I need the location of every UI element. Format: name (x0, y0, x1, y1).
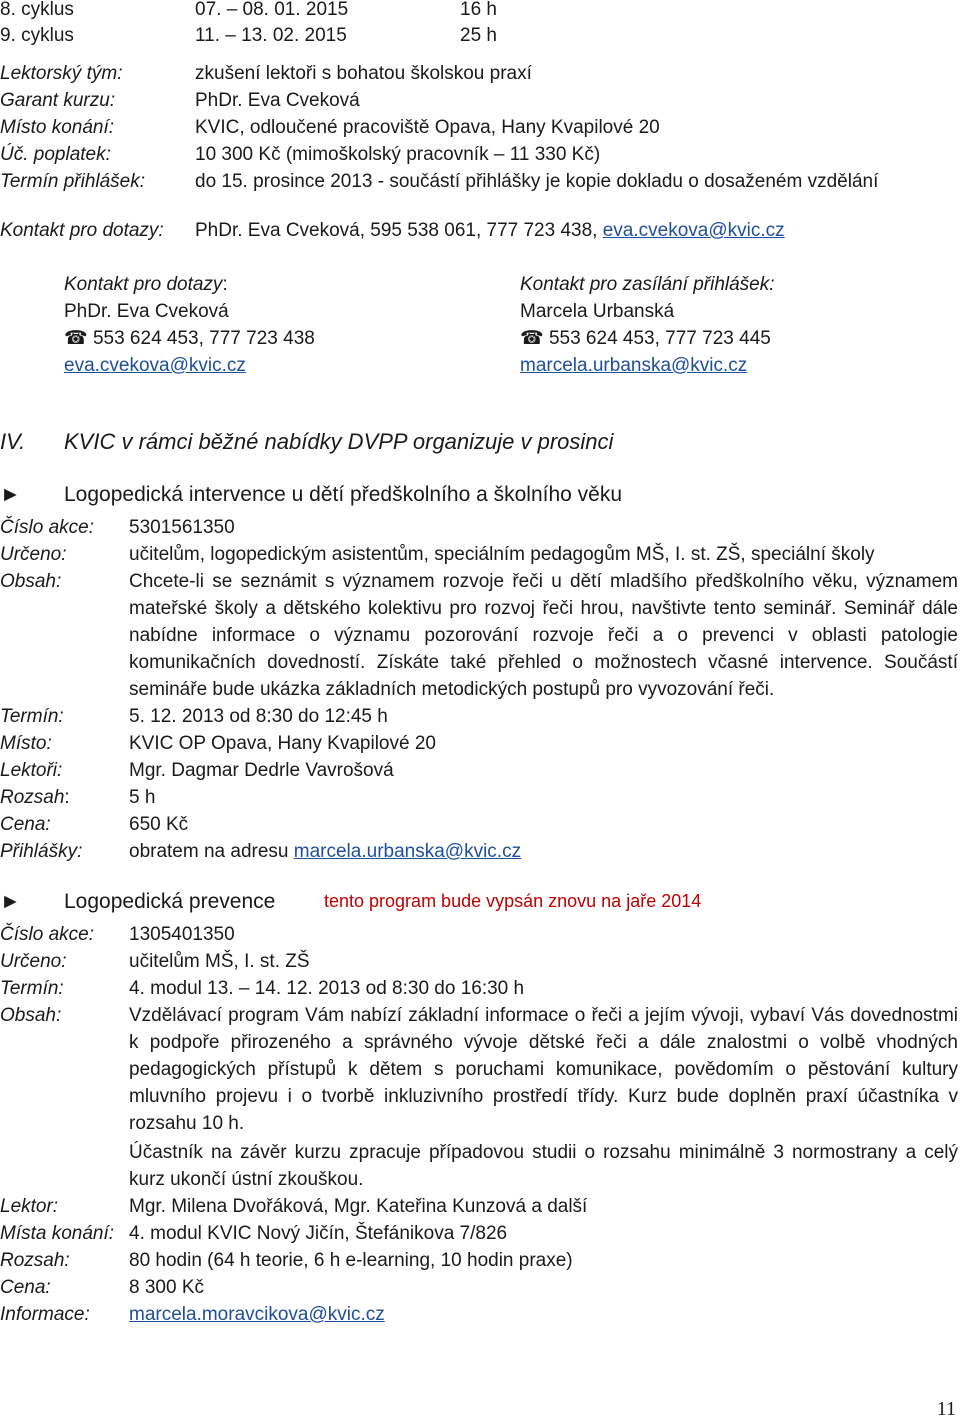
contact-right-email-link[interactable]: marcela.urbanska@kvic.cz (520, 355, 748, 376)
deadline-label: Termín přihlášek: (0, 171, 146, 192)
cycle-label: 9. cyklus (0, 25, 74, 46)
deadline-value: do 15. prosince 2013 - součástí přihlášky je kopie dokladu o dosaženém vzdělání (195, 171, 879, 192)
course2-lektor: Mgr. Milena Dvořáková, Mgr. Kateřina Kunzová a další (129, 1196, 588, 1217)
course1-rozsah: 5 h (129, 787, 156, 808)
contact-email-link[interactable]: eva.cvekova@kvic.cz (602, 220, 785, 241)
team-value: zkušení lektoři s bohatou školskou praxí (195, 63, 532, 84)
contact-left-email-link[interactable]: eva.cvekova@kvic.cz (64, 355, 246, 376)
course2-mista: 4. modul KVIC Nový Jičín, Štefánikova 7/826 (129, 1223, 508, 1244)
section-title: KVIC v rámci běžné nabídky DVPP organizuje v prosinci (64, 429, 614, 454)
course2-termin: 4. modul 13. – 14. 12. 2013 (129, 978, 361, 999)
contact-left-phone: ☎ 553 624 453, 777 723 438 (64, 328, 315, 349)
course2-cislo: 1305401350 (129, 924, 235, 945)
course1-obsah: Chcete-li se seznámit s významem rozvoje řeči u dětí mladšího předškolního věku, významem mateřské školy a dětského kolektivu pro rozvoj řeči hrou, navštivte tento seminář. Seminář dále nabídne informace o významu pozorování rozvoje řeči a o prevenci v oblasti patologie komunikačních dovedností. Získáte také přehled o možnostech včasné intervence. Součástí semináře bude ukázka základních metodických postupů pro vyvozování řeči. (129, 571, 958, 700)
page-number: 11 (936, 1398, 956, 1420)
phone-icon: ☎ (64, 328, 88, 349)
cycle-label: 8. cyklus (0, 0, 74, 20)
bullet-arrow-icon: ► (0, 890, 21, 913)
contact-right-name: Marcela Urbanská (520, 301, 675, 322)
course2-obsah-1: Vzdělávací program Vám nabízí základní informace o řeči a jejím vývoji, vybaví Vás dovednostmi k podpoře přirozeného a správného vývoje dětské řeči a dále znalostmi o volbě vhodných pedagogických přístupů k dětem s poruchami komunikace, povědomím o pěstování kultury mluvního projevu i o tvorbě inkluzivního prostředí třídy. Kurz bude doplněn praxí účastníka v rozsahu 10 h. (129, 1005, 958, 1134)
place-value: KVIC, odloučené pracoviště Opava, Hany Kvapilové 20 (195, 117, 660, 138)
course1-prihlasky: obratem na adresu (129, 841, 294, 862)
course2-email-link[interactable]: marcela.moravcikova@kvic.cz (129, 1304, 385, 1325)
cycle-date: 07. – 08. 01. 2015 (195, 0, 349, 20)
garant-label: Garant kurzu: (0, 90, 116, 111)
cycle-hours: 25 h (460, 25, 497, 46)
course1-lektori: Mgr. Dagmar Dedrle Vavrošová (129, 760, 394, 781)
contact-label: Kontakt pro dotazy: (0, 220, 164, 241)
course2-cena: 8 300 Kč (129, 1277, 204, 1298)
contact-value: PhDr. Eva Cveková, 595 538 061, 777 723 438, (195, 220, 603, 241)
section-number: IV. (0, 429, 26, 454)
fee-note: (mimoškolský pracovník – 11 330 Kč) (285, 144, 601, 165)
fee-label: Úč. poplatek: (0, 144, 111, 165)
team-label: Lektorský tým: (0, 63, 123, 84)
course1-title: Logopedická intervence u dětí předškolního a školního věku (64, 483, 623, 506)
course2-obsah-2: Účastník na závěr kurzu zpracuje případovou studii o rozsahu minimálně 3 normostrany a celý kurz ukončí ústní zkouškou. (129, 1142, 958, 1190)
cycle-hours: 16 h (460, 0, 497, 20)
course1-urceno: učitelům, logopedickým asistentům, speciálním pedagogům MŠ, I. st. ZŠ, speciální školy (129, 544, 875, 565)
course1-misto: KVIC OP Opava, Hany Kvapilové 20 (129, 733, 436, 754)
course2-title: Logopedická prevence (64, 890, 276, 913)
fee-value: 10 300 Kč (195, 144, 281, 165)
contact-left-name: PhDr. Eva Cveková (64, 301, 229, 322)
course2-rozsah: 80 hodin (64 h teorie, 6 h e-learning, 10 hodin praxe) (129, 1250, 573, 1271)
contact-left-title: Kontakt pro dotazy: (64, 274, 228, 295)
course1-cislo: 5301561350 (129, 517, 235, 538)
course1-email-link[interactable]: marcela.urbanska@kvic.cz (293, 841, 522, 862)
contact-right-title: Kontakt pro zasílání přihlášek: (520, 274, 775, 295)
phone-icon: ☎ (520, 328, 544, 349)
course1-termin: 5. 12. 2013 od 8:30 do 12:45 h (129, 706, 388, 727)
cycle-date: 11. – 13. 02. 2015 (195, 25, 347, 46)
course2-note: tento program bude vypsán znovu na jaře 2014 (324, 891, 702, 911)
course2-urceno: učitelům MŠ, I. st. ZŠ (129, 951, 310, 972)
bullet-arrow-icon: ► (0, 483, 21, 506)
place-label: Místo konání: (0, 117, 115, 138)
contact-right-phone: ☎ 553 624 453, 777 723 445 (520, 328, 771, 349)
garant-value: PhDr. Eva Cveková (195, 90, 360, 111)
course1-cena: 650 Kč (129, 814, 189, 835)
